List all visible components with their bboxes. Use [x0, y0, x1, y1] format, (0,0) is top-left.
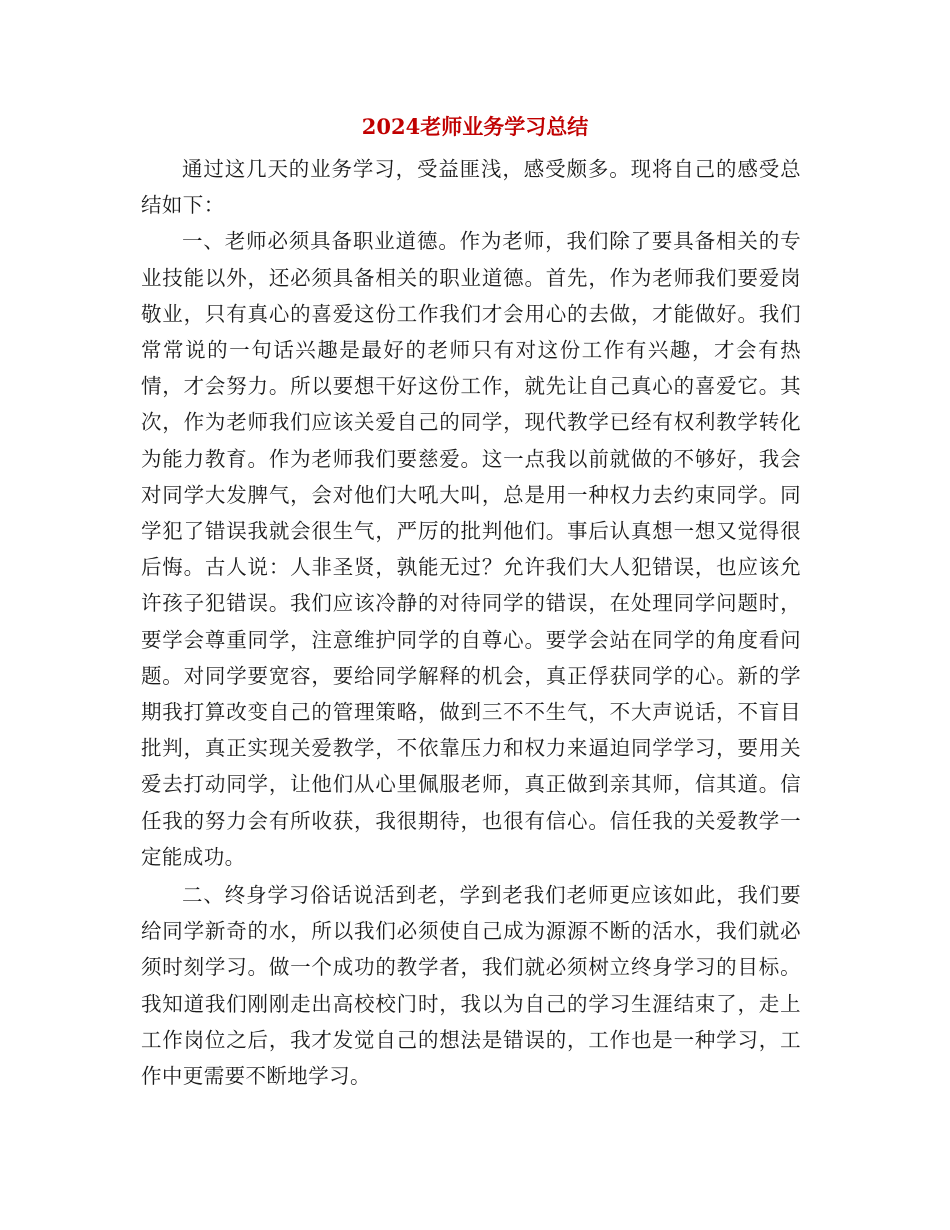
document-title: 2024老师业务学习总结 [361, 114, 589, 139]
paragraph-professional-ethics: 一、老师必须具备职业道德。作为老师，我们除了要具备相关的专业技能以外，还必须具备相关的职业道德。首先，作为老师我们要爱岗敬业，只有真心的喜爱这份工作我们才会用心的去做，才能做好。我们常常说的一句话兴趣是最好的老师只有对这份工作有兴趣，才会有热情，才会努力。所以要想干好这份工作，就先让自己真心的喜爱它。其次，作为老师我们应该关爱自己的同学，现代教学已经有权利教学转化为能力教育。作为老师我们要慈爱。这一点我以前就做的不够好，我会对同学大发脾气，会对他们大吼大叫，总是用一种权力去约束同学。同学犯了错误我就会很生气，严厉的批判他们。事后认真想一想又觉得很后悔。古人说：人非圣贤，孰能无过？允许我们大人犯错误，也应该允许孩子犯错误。我们应该冷静的对待同学的错误，在处理同学问题时，要学会尊重同学，注意维护同学的自尊心。要学会站在同学的角度看问题。对同学要宽容，要给同学解释的机会，真正俘获同学的心。新的学期我打算改变自己的管理策略，做到三不不生气，不大声说话，不盲目批判，真正实现关爱教学，不依靠压力和权力来逼迫同学学习，要用关爱去打动同学，让他们从心里佩服老师，真正做到亲其师，信其道。信任我的努力会有所收获，我很期待，也很有信心。信任我的关爱教学一定能成功。 [141, 229, 801, 869]
paragraph-lifelong-learning: 二、终身学习俗话说活到老，学到老我们老师更应该如此，我们要给同学新奇的水，所以我们必须使自己成为源源不断的活水，我们就必须时刻学习。做一个成功的教学者，我们就必须树立终身学习的目标。我知道我们刚刚走出高校校门时，我以为自己的学习生涯结束了，走上工作岗位之后，我才发觉自己的想法是错误的，工作也是一种学习，工作中更需要不断地学习。 [141, 883, 801, 1089]
document-body [141, 151, 801, 1094]
paragraph-intro: 通过这几天的业务学习，受益匪浅，感受颇多。现将自己的感受总结如下： [141, 157, 801, 218]
